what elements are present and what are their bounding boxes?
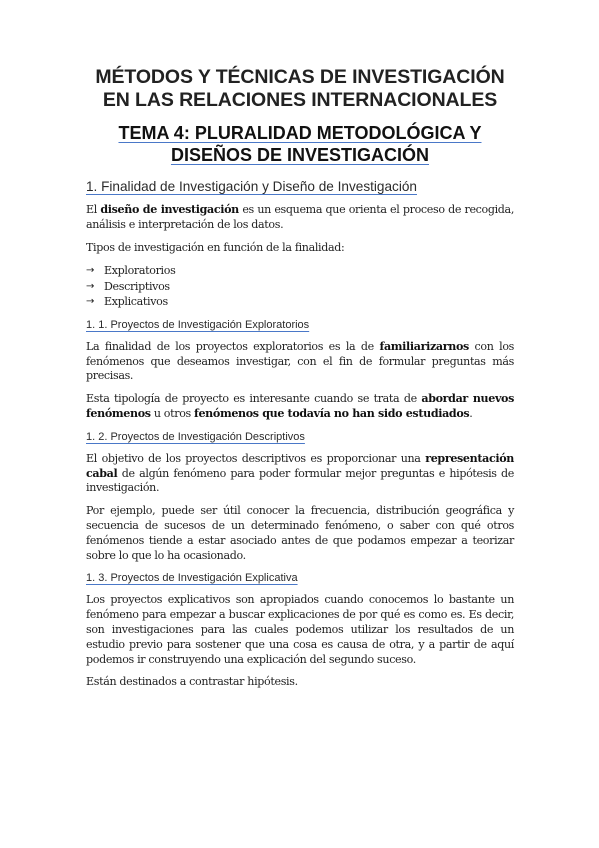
list-item-text: Explicativos (104, 295, 168, 309)
paragraph-exploratory-typology (86, 392, 514, 422)
paragraph-descriptive-objective (86, 452, 514, 496)
title-line-2: EN LAS RELACIONES INTERNACIONALES (102, 89, 498, 111)
subtitle-line-2: DISEÑOS DE INVESTIGACIÓN (170, 145, 430, 165)
section-heading-1 (86, 178, 514, 195)
list-item (86, 294, 514, 310)
paragraph-exploratory-purpose (86, 340, 514, 384)
list-item-text: Descriptivos (104, 279, 170, 293)
section-heading-1-1 (86, 318, 514, 332)
document-subtitle (86, 122, 514, 166)
document-page (86, 66, 514, 698)
text-run: El objetivo de los proyectos descriptivos es proporcionar una (86, 451, 426, 465)
section-heading-1-text: 1. Finalidad de Investigación y Diseño de Investigación (86, 179, 417, 194)
bold-term-design: diseño de investigación (100, 203, 239, 216)
paragraph-types-intro: Tipos de investigación en función de la finalidad: (86, 240, 345, 254)
right-arrow-icon: → (86, 280, 95, 292)
paragraph-descriptive-example: Por ejemplo, puede ser útil conocer la frecuencia, distribución geográfica y secuencia de sucesos de un determinado fenómeno, o saber con qué otros fenómenos tiende a estar asociado antes de que podamos empezar a teorizar sobre lo que lo ha ocasionado. (86, 504, 514, 562)
paragraph-explanatory-purpose: Están destinados a contrastar hipótesis. (86, 675, 298, 689)
text-run: de algún fenómeno para poder formular mejor preguntas e hipótesis de investigación. (86, 466, 514, 495)
paragraph-explanatory-projects: Los proyectos explicativos son apropiados cuando conocemos lo bastante un fenómeno para empezar a buscar explicaciones de por qué es como es. Es decir, son investigaciones para las cuales podemos utilizar los resultados de un estudio previo para sostener que una cosa es causa de otra, y a partir de aquí podemos ir construyendo una explicación del segundo suceso. (86, 593, 514, 666)
list-item-text: Exploratorios (104, 264, 176, 278)
text-run: . (469, 407, 473, 421)
text-run: es un esquema que orienta el proceso de recogida, análisis e interpretación de los datos. (86, 203, 515, 231)
section-heading-1-2-text: 1. 2. Proyectos de Investigación Descriptivos (86, 430, 305, 443)
section-heading-1-3 (86, 571, 514, 585)
list-item (86, 263, 514, 279)
text-run: La finalidad de los proyectos exploratorios es la de (86, 339, 380, 353)
bold-term-new-phenomena: abordar nuevos fenómenos (86, 392, 514, 421)
section-heading-1-3-text: 1. 3. Proyectos de Investigación Explicativa (86, 572, 298, 585)
subtitle-line-1: TEMA 4: PLURALIDAD METODOLÓGICA Y (118, 123, 482, 143)
paragraph-design-definition (86, 203, 514, 233)
title-line-1: MÉTODOS Y TÉCNICAS DE INVESTIGACIÓN (95, 66, 505, 88)
document-title (86, 66, 514, 112)
text-run: u otros (150, 407, 195, 421)
text-run: Esta tipología de proyecto es interesante cuando se trata de (86, 392, 422, 406)
bold-term-representation: representación cabal (86, 451, 514, 480)
bold-term-familiarize: familiarizarnos (379, 339, 469, 353)
text-run: con los fenómenos que deseamos investigar, con el fin de formular preguntas más precisas. (86, 339, 514, 383)
list-item (86, 279, 514, 295)
section-heading-1-1-text: 1. 1. Proyectos de Investigación Exploratorios (86, 318, 310, 331)
bold-term-unstudied-phenomena: fenómenos que todavía no han sido estudiados (194, 407, 470, 421)
section-heading-1-2 (86, 430, 514, 444)
types-list (86, 263, 514, 310)
text-run: El (86, 203, 101, 216)
right-arrow-icon: → (86, 296, 95, 308)
right-arrow-icon: → (86, 265, 95, 277)
